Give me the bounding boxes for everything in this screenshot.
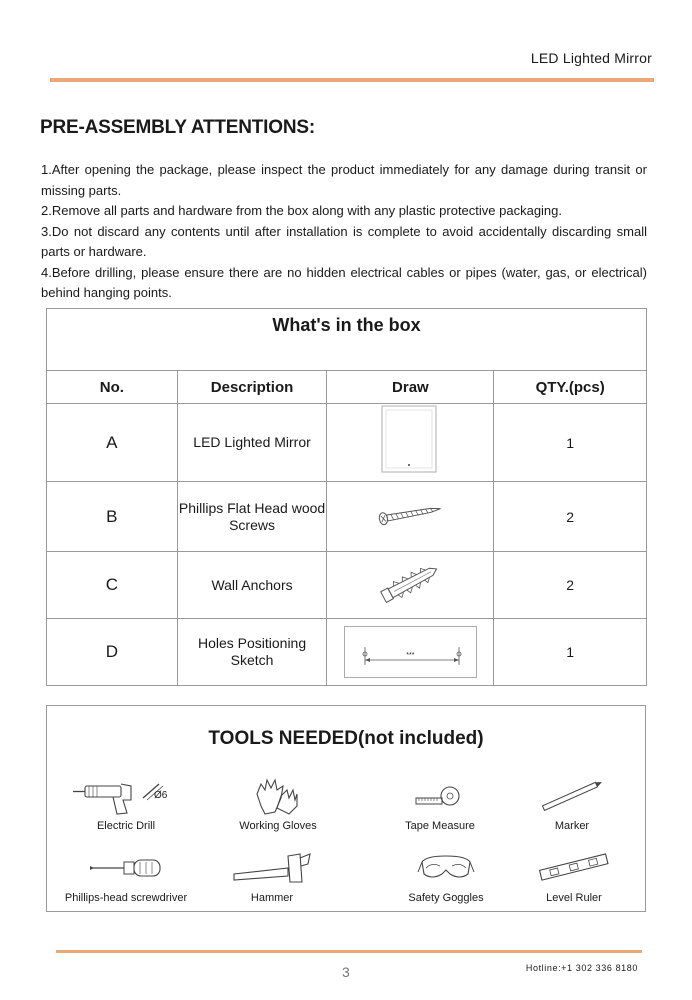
item-number: A: [47, 404, 178, 482]
section-title: PRE-ASSEMBLY ATTENTIONS:: [40, 117, 315, 138]
tool-label: Electric Drill: [96, 820, 156, 832]
document-header-title: LED Lighted Mirror: [530, 50, 652, 66]
level-ruler-icon: [536, 848, 612, 888]
tool-item-electric-drill: [51, 776, 201, 832]
tool-label: Level Ruler: [546, 892, 602, 904]
drill-bit-size: Ø6: [154, 790, 168, 801]
item-description: Phillips Flat Head wood Screws: [177, 482, 327, 552]
item-drawing-cell: [327, 404, 494, 482]
item-quantity: 1: [494, 404, 647, 482]
item-description: Holes Positioning Sketch: [177, 619, 327, 686]
marker-icon: [537, 776, 607, 816]
tool-item-screwdriver: [51, 848, 201, 904]
item-number: B: [47, 482, 178, 552]
whats-in-the-box-table: [46, 308, 647, 686]
hammer-icon: [230, 848, 314, 888]
table-caption: What's in the box: [47, 309, 647, 371]
tool-label: Phillips-head screwdriver: [64, 892, 188, 904]
table-row: [47, 552, 647, 619]
mirror-drawing: [380, 404, 440, 476]
item-quantity: 2: [494, 552, 647, 619]
goggles-icon: [416, 848, 476, 888]
tool-item-level-ruler: [499, 848, 649, 904]
tools-needed-panel: [46, 705, 646, 912]
wall-anchor-drawing: [374, 563, 446, 603]
item-description: LED Lighted Mirror: [177, 404, 327, 482]
instruction-item: 3.Do not discard any contents until after installation is complete to avoid accidentally discarding small parts or hardware.: [41, 223, 647, 259]
page-number: 3: [342, 964, 350, 980]
item-quantity: 2: [494, 482, 647, 552]
tool-item-working-gloves: [203, 776, 353, 832]
tape-measure-icon: [410, 776, 470, 816]
item-number: C: [47, 552, 178, 619]
tool-label: Marker: [554, 820, 590, 832]
screw-drawing: [375, 499, 445, 529]
instruction-item: 1.After opening the package, please inspect the product immediately for any damage during transit or missing parts.: [41, 162, 647, 198]
tool-item-marker: [497, 776, 647, 832]
table-row: [47, 619, 647, 686]
table-row: [47, 482, 647, 552]
screwdriver-icon: [86, 848, 166, 888]
item-number: D: [47, 619, 178, 686]
hotline-text: Hotline:+1 302 336 8180: [525, 963, 638, 973]
item-quantity: 1: [494, 619, 647, 686]
table-row: [47, 404, 647, 482]
item-drawing-cell: [327, 552, 494, 619]
item-description: Wall Anchors: [177, 552, 327, 619]
column-header: Description: [177, 371, 327, 404]
header-divider: [50, 78, 654, 82]
tool-label: Safety Goggles: [408, 892, 484, 904]
column-header: Draw: [327, 371, 494, 404]
instruction-item: 2.Remove all parts and hardware from the box along with any plastic protective packaging.: [41, 203, 563, 218]
table-header-row: [47, 371, 647, 404]
instructions-list: [41, 160, 647, 304]
footer-divider: [56, 950, 642, 953]
column-header: QTY.(pcs): [494, 371, 647, 404]
tool-label: Working Gloves: [239, 820, 317, 832]
item-drawing-cell: [327, 482, 494, 552]
gloves-icon: [253, 776, 303, 816]
positioning-sketch-drawing: [344, 626, 477, 678]
tools-title: TOOLS NEEDED(not included): [208, 728, 484, 749]
tool-item-hammer: [197, 848, 347, 904]
sketch-measurement-label: ***: [406, 652, 415, 659]
tool-label: Hammer: [250, 892, 294, 904]
tool-label: Tape Measure: [405, 820, 475, 832]
tool-item-tape-measure: [365, 776, 515, 832]
item-drawing-cell: [327, 619, 494, 686]
instruction-item: 4.Before drilling, please ensure there are no hidden electrical cables or pipes (water, gas, or electrical) behind hanging points.: [41, 264, 647, 300]
column-header: No.: [47, 371, 178, 404]
